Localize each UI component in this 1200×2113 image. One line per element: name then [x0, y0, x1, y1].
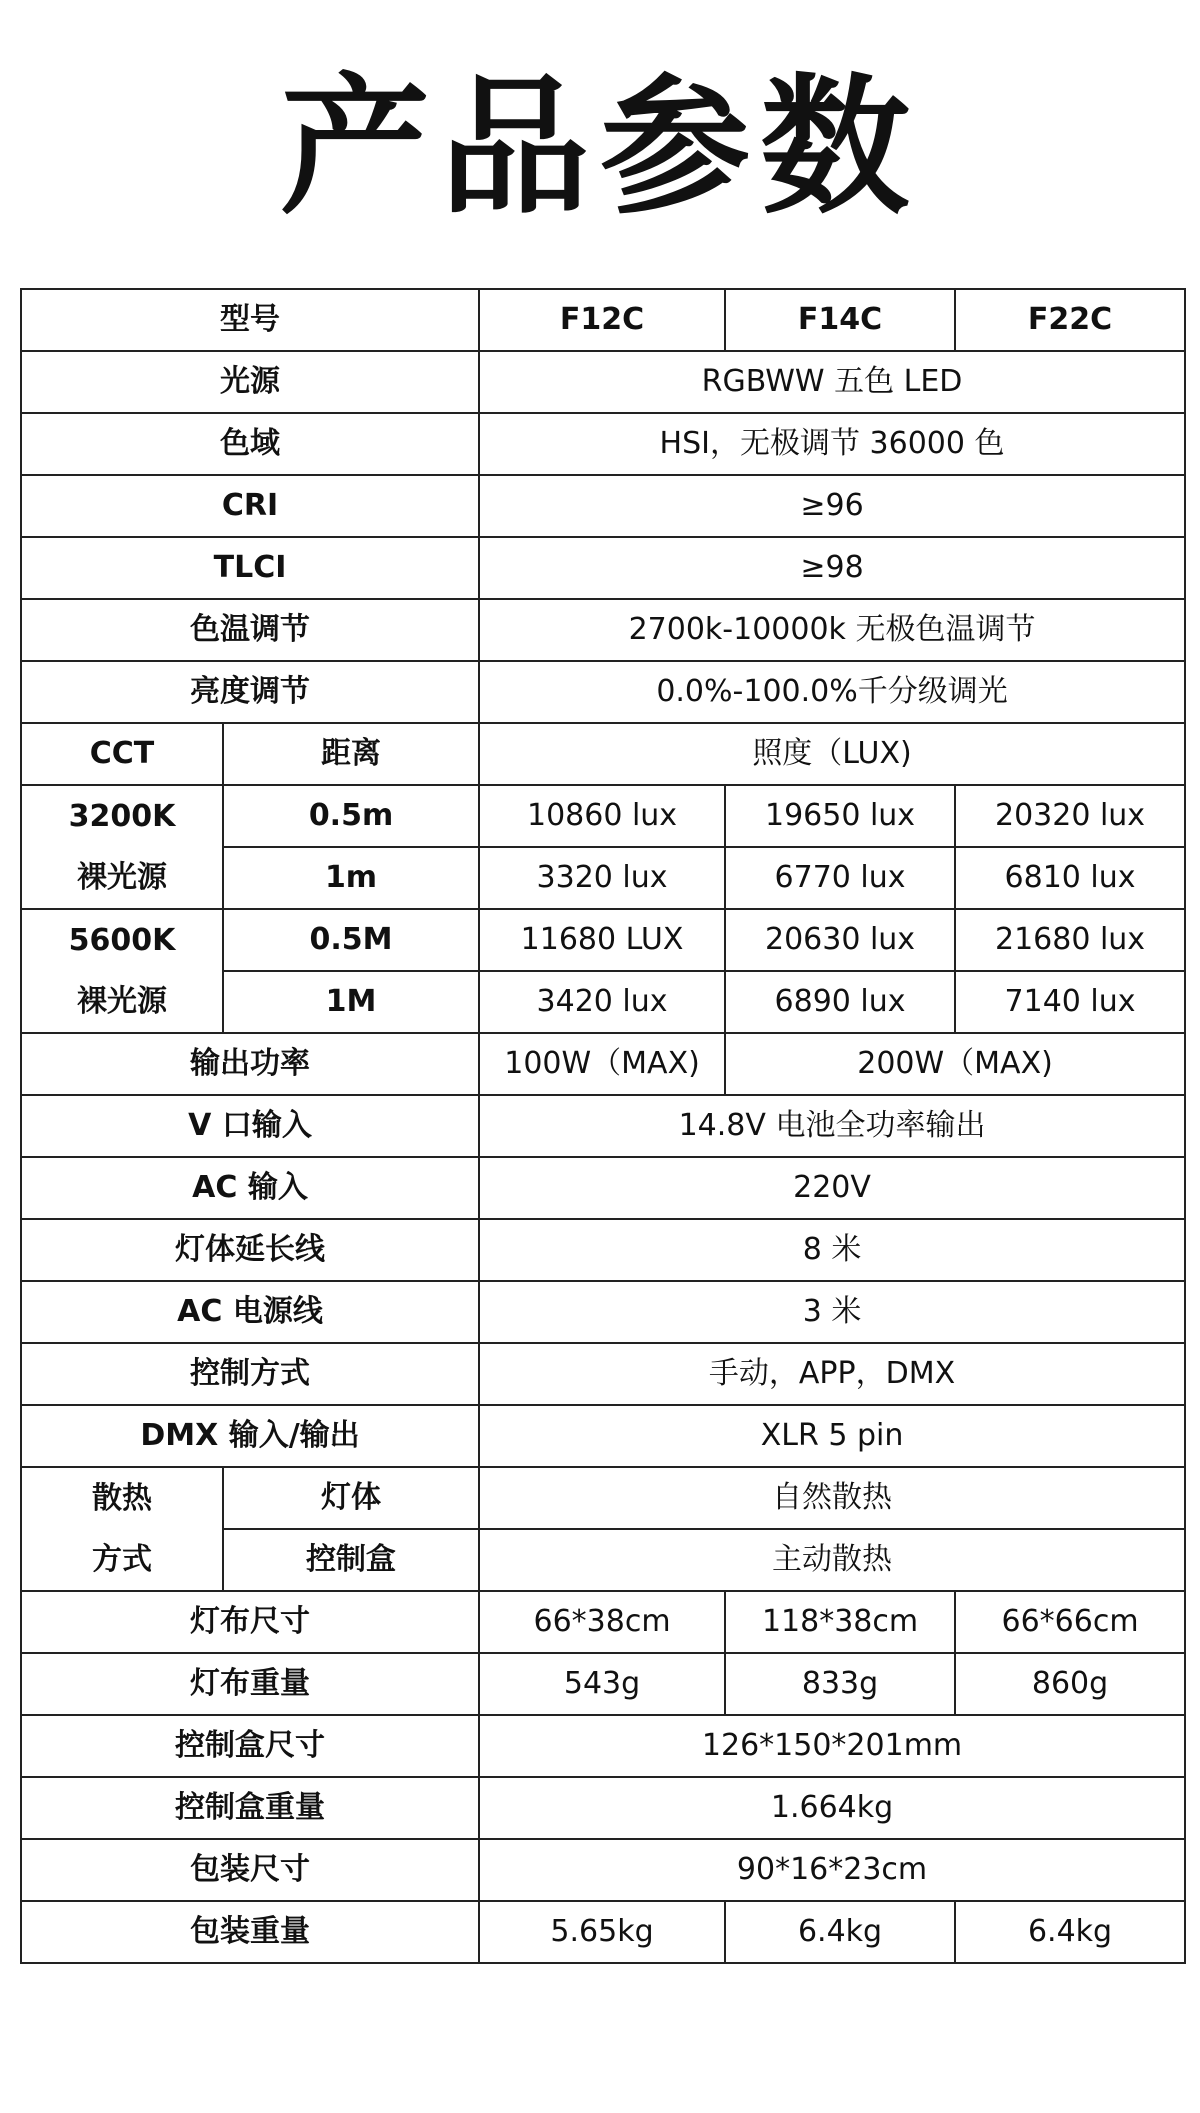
color-gamut-row [21, 413, 1185, 475]
ac-input-value: 220V [479, 1157, 1185, 1219]
output-power-f12c: 100W（MAX) [479, 1033, 725, 1095]
panel-weight-label: 灯布重量 [21, 1653, 479, 1715]
extension-label: 灯体延长线 [21, 1219, 479, 1281]
cooling-body-value: 自然散热 [479, 1467, 1185, 1529]
lux-value: 6890 lux [725, 971, 955, 1033]
control-label: 控制方式 [21, 1343, 479, 1405]
model-f14c: F14C [725, 289, 955, 351]
panel-size-label: 灯布尺寸 [21, 1591, 479, 1653]
lux-value: 3420 lux [479, 971, 725, 1033]
spec-table [20, 288, 1186, 1964]
light-source-label: 光源 [21, 351, 479, 413]
lux-value: 7140 lux [955, 971, 1185, 1033]
tlci-value: ≥98 [479, 537, 1185, 599]
pack-weight-value: 6.4kg [955, 1901, 1185, 1963]
dmx-value: XLR 5 pin [479, 1405, 1185, 1467]
lux-value: 20630 lux [725, 909, 955, 971]
table-row [21, 909, 1185, 971]
illuminance-unit-header: 照度（LUX) [479, 723, 1185, 785]
table-row [21, 785, 1185, 847]
lux-value: 11680 LUX [479, 909, 725, 971]
cct-5600-label: 5600K [68, 922, 176, 958]
model-row [21, 289, 1185, 351]
box-weight-row [21, 1777, 1185, 1839]
box-size-label: 控制盒尺寸 [21, 1715, 479, 1777]
dmx-label: DMX 输入/输出 [21, 1405, 479, 1467]
cct-3200-cell [21, 785, 223, 909]
tlci-label: TLCI [21, 537, 479, 599]
pack-size-value: 90*16*23cm [479, 1839, 1185, 1901]
dmx-row [21, 1405, 1185, 1467]
control-value: 手动，APP，DMX [479, 1343, 1185, 1405]
ac-cable-row [21, 1281, 1185, 1343]
v-mount-value: 14.8V 电池全功率输出 [479, 1095, 1185, 1157]
distance-label: 0.5m [223, 785, 479, 847]
cooling-label-bottom: 方式 [92, 1541, 152, 1577]
pack-size-label: 包装尺寸 [21, 1839, 479, 1901]
output-power-label: 输出功率 [21, 1033, 479, 1095]
box-weight-value: 1.664kg [479, 1777, 1185, 1839]
brightness-row [21, 661, 1185, 723]
illuminance-header-row [21, 723, 1185, 785]
panel-weight-value: 543g [479, 1653, 725, 1715]
light-source-value: RGBWW 五色 LED [479, 351, 1185, 413]
cct-3200-label: 3200K [68, 798, 176, 834]
cooling-body-label: 灯体 [223, 1467, 479, 1529]
pack-weight-value: 5.65kg [479, 1901, 725, 1963]
box-size-value: 126*150*201mm [479, 1715, 1185, 1777]
panel-size-value: 118*38cm [725, 1591, 955, 1653]
v-mount-label: V 口输入 [21, 1095, 479, 1157]
cct-header: CCT [21, 723, 223, 785]
cct-3200-note: 裸光源 [77, 859, 167, 895]
cct-5600-cell [21, 909, 223, 1033]
ac-cable-value: 3 米 [479, 1281, 1185, 1343]
lux-value: 19650 lux [725, 785, 955, 847]
pack-weight-row [21, 1901, 1185, 1963]
distance-label: 1m [223, 847, 479, 909]
lux-value: 21680 lux [955, 909, 1185, 971]
model-f12c: F12C [479, 289, 725, 351]
cooling-box-label: 控制盒 [223, 1529, 479, 1591]
ac-input-label: AC 输入 [21, 1157, 479, 1219]
panel-weight-value: 860g [955, 1653, 1185, 1715]
panel-size-value: 66*66cm [955, 1591, 1185, 1653]
pack-weight-label: 包装重量 [21, 1901, 479, 1963]
panel-size-value: 66*38cm [479, 1591, 725, 1653]
v-mount-row [21, 1095, 1185, 1157]
color-temp-value: 2700k-10000k 无极色温调节 [479, 599, 1185, 661]
box-weight-label: 控制盒重量 [21, 1777, 479, 1839]
cri-label: CRI [21, 475, 479, 537]
light-source-row [21, 351, 1185, 413]
pack-size-row [21, 1839, 1185, 1901]
ac-cable-label: AC 电源线 [21, 1281, 479, 1343]
cooling-box-value: 主动散热 [479, 1529, 1185, 1591]
control-row [21, 1343, 1185, 1405]
pack-weight-value: 6.4kg [725, 1901, 955, 1963]
panel-weight-row [21, 1653, 1185, 1715]
distance-header: 距离 [223, 723, 479, 785]
lux-value: 10860 lux [479, 785, 725, 847]
cct-5600-note: 裸光源 [77, 983, 167, 1019]
model-f22c: F22C [955, 289, 1185, 351]
color-temp-label: 色温调节 [21, 599, 479, 661]
box-size-row [21, 1715, 1185, 1777]
output-power-row [21, 1033, 1185, 1095]
output-power-f14c-f22c: 200W（MAX) [725, 1033, 1185, 1095]
lux-value: 20320 lux [955, 785, 1185, 847]
extension-value: 8 米 [479, 1219, 1185, 1281]
brightness-value: 0.0%-100.0%千分级调光 [479, 661, 1185, 723]
page-title: 产品参数 [279, 61, 920, 235]
tlci-row [21, 537, 1185, 599]
lux-value: 6810 lux [955, 847, 1185, 909]
color-temp-row [21, 599, 1185, 661]
color-gamut-label: 色域 [21, 413, 479, 475]
distance-label: 0.5M [223, 909, 479, 971]
model-label: 型号 [21, 289, 479, 351]
brightness-label: 亮度调节 [21, 661, 479, 723]
cooling-label-cell [21, 1467, 223, 1591]
cooling-label-top: 散热 [92, 1480, 152, 1516]
ac-input-row [21, 1157, 1185, 1219]
cri-value: ≥96 [479, 475, 1185, 537]
color-gamut-value: HSI，无极调节 36000 色 [479, 413, 1185, 475]
cri-row [21, 475, 1185, 537]
lux-value: 3320 lux [479, 847, 725, 909]
panel-size-row [21, 1591, 1185, 1653]
cooling-row [21, 1467, 1185, 1529]
lux-value: 6770 lux [725, 847, 955, 909]
distance-label: 1M [223, 971, 479, 1033]
extension-row [21, 1219, 1185, 1281]
panel-weight-value: 833g [725, 1653, 955, 1715]
